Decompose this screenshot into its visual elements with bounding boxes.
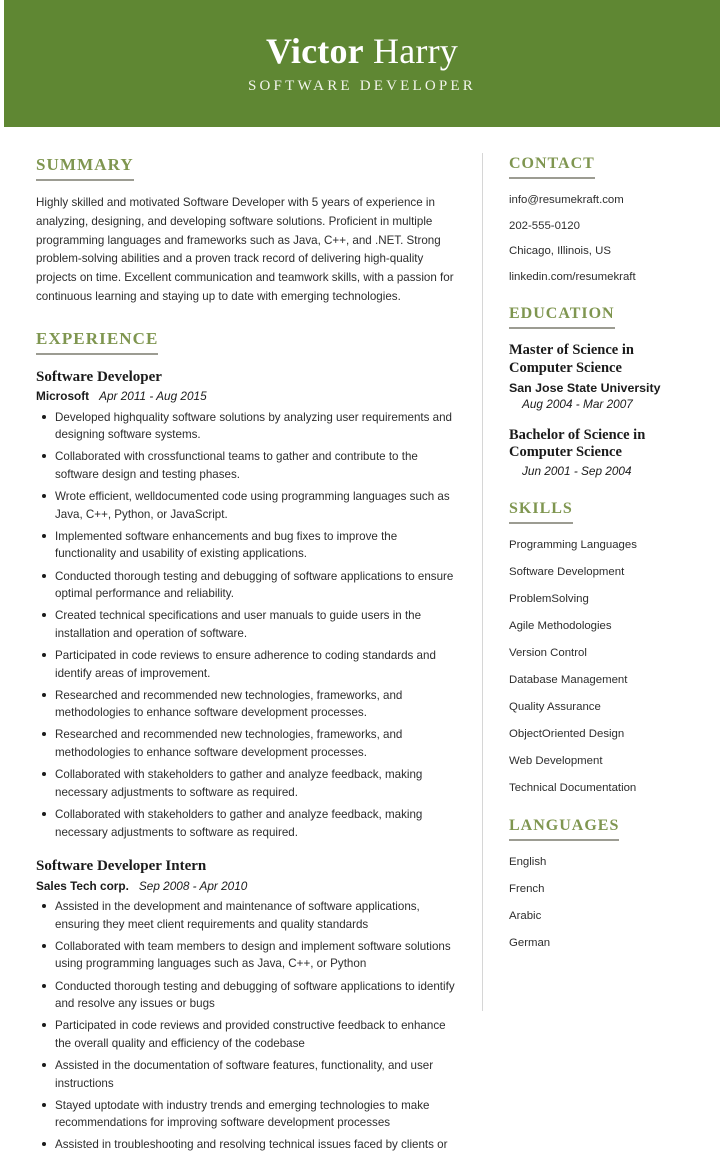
job-company: Microsoft: [36, 389, 90, 404]
education-item: [509, 342, 699, 412]
job-role: Software Developer Intern: [36, 858, 207, 875]
skill-item: ObjectOriented Design: [509, 728, 625, 741]
language-item: English: [509, 855, 547, 868]
job-bullet-list: [36, 898, 456, 1154]
job-bullet: Assisted in the development and maintenance of software applications, ensuring they meet client requirements and quality standards: [55, 898, 456, 933]
contact-phone[interactable]: 202-555-0120: [509, 219, 580, 232]
first-name: Victor: [266, 30, 364, 71]
job-bullet: Participated in code reviews and provided constructive feedback to enhance the overall quality and efficiency of the codebase: [55, 1017, 456, 1052]
education-school: San Jose State University: [509, 380, 661, 395]
experience-item: [36, 368, 456, 841]
language-item: French: [509, 882, 545, 895]
skill-item: ProblemSolving: [509, 592, 589, 605]
contact-email[interactable]: info@resumekraft.com: [509, 194, 624, 206]
education-heading: EDUCATION: [509, 305, 615, 329]
experience-heading: EXPERIENCE: [36, 329, 158, 355]
skill-item: Database Management: [509, 674, 628, 686]
section-contact: [509, 155, 699, 285]
summary-text: Highly skilled and motivated Software Developer with 5 years of experience in analyzing, designing, and developing software solutions. Proficient in multiple programming languages and frameworks such as Java, C++, and .NET. Strong problem-solving abilities and a proven track record of delivering high-quality projects on time. Excellent communication and teamwork skills, with a passion for continuous learning and staying up to date with emerging technologies.: [36, 196, 454, 303]
candidate-job-title: SOFTWARE DEVELOPER: [247, 78, 477, 95]
section-summary: [36, 155, 456, 307]
section-skills: [509, 500, 699, 797]
last-name: Harry: [373, 30, 458, 71]
left-column: [36, 155, 456, 1170]
education-dates: Jun 2001 - Sep 2004: [522, 463, 632, 478]
job-bullet: Collaborated with stakeholders to gather and analyze feedback, making necessary adjustments to software as required.: [55, 766, 456, 801]
column-divider: [482, 153, 483, 1011]
job-bullet: Participated in code reviews to ensure adherence to coding standards and identify areas of improvement.: [55, 647, 456, 682]
job-bullet: Collaborated with stakeholders to gather and analyze feedback, making necessary adjustments to software as required.: [55, 806, 456, 841]
resume-body: [0, 127, 724, 1152]
education-degree: Master of Science in Computer Science: [509, 342, 634, 376]
contact-linkedin[interactable]: linkedin.com/resumekraft: [509, 270, 636, 283]
contact-heading: CONTACT: [509, 155, 595, 179]
job-bullet: Developed highquality software solutions by analyzing user requirements and designing software systems.: [55, 409, 456, 444]
section-experience: [36, 329, 456, 1154]
summary-heading: SUMMARY: [36, 155, 134, 181]
job-bullet: Researched and recommended new technologies, frameworks, and methodologies to enhance software development processes.: [55, 726, 456, 761]
right-column: [509, 155, 699, 971]
skill-item: Version Control: [509, 646, 587, 659]
skill-item: Software Development: [509, 565, 625, 578]
job-meta: [36, 878, 456, 895]
job-meta: [36, 388, 456, 405]
job-bullet: Assisted in troubleshooting and resolving technical issues faced by clients or: [55, 1136, 456, 1154]
languages-heading: LANGUAGES: [509, 817, 619, 841]
experience-item: [36, 857, 456, 1154]
job-bullet: Assisted in the documentation of software features, functionality, and user instructions: [55, 1057, 456, 1092]
job-role: Software Developer: [36, 368, 162, 385]
job-bullet: Stayed uptodate with industry trends and emerging technologies to make recommendations for improving software development processes: [55, 1097, 456, 1132]
skill-item: Programming Languages: [509, 538, 637, 551]
section-languages: [509, 817, 699, 952]
skills-heading: SKILLS: [509, 500, 573, 524]
language-item: Arabic: [509, 909, 542, 922]
job-bullet: Created technical specifications and user manuals to guide users in the installation and operation of software.: [55, 607, 456, 642]
resume-header: [4, 0, 720, 127]
skill-item: Web Development: [509, 755, 603, 768]
language-item: German: [509, 936, 551, 949]
skill-item: Quality Assurance: [509, 701, 601, 714]
skill-item: Agile Methodologies: [509, 619, 612, 632]
contact-location: Chicago, Illinois, US: [509, 245, 611, 258]
candidate-name: [266, 32, 458, 72]
education-degree: Bachelor of Science in Computer Science: [509, 426, 646, 461]
job-bullet: Researched and recommended new technologies, frameworks, and methodologies to enhance software development processes.: [55, 687, 456, 722]
job-dates: Sep 2008 - Apr 2010: [138, 878, 248, 893]
job-bullet: Conducted thorough testing and debugging of software applications to identify and resolve any issues or bugs: [55, 978, 456, 1013]
job-bullet-list: [36, 409, 456, 841]
job-bullet: Wrote efficient, welldocumented code using programming languages such as Java, C++, Python, or JavaScript.: [55, 488, 456, 523]
job-bullet: Implemented software enhancements and bug fixes to improve the functionality and usability of existing applications.: [55, 528, 456, 563]
job-dates: Apr 2011 - Aug 2015: [99, 389, 207, 404]
job-bullet: Collaborated with crossfunctional teams to gather and contribute to the software design and testing phases.: [55, 448, 456, 483]
job-bullet: Collaborated with team members to design and implement software solutions using programming languages such as Java, C++, or Python: [55, 938, 456, 973]
job-bullet: Conducted thorough testing and debugging of software applications to ensure optimal performance and reliability.: [55, 568, 456, 603]
job-company: Sales Tech corp.: [36, 878, 129, 893]
section-education: [509, 305, 699, 480]
education-item: [509, 427, 699, 480]
education-dates: Aug 2004 - Mar 2007: [522, 396, 633, 411]
skill-item: Technical Documentation: [509, 782, 637, 795]
